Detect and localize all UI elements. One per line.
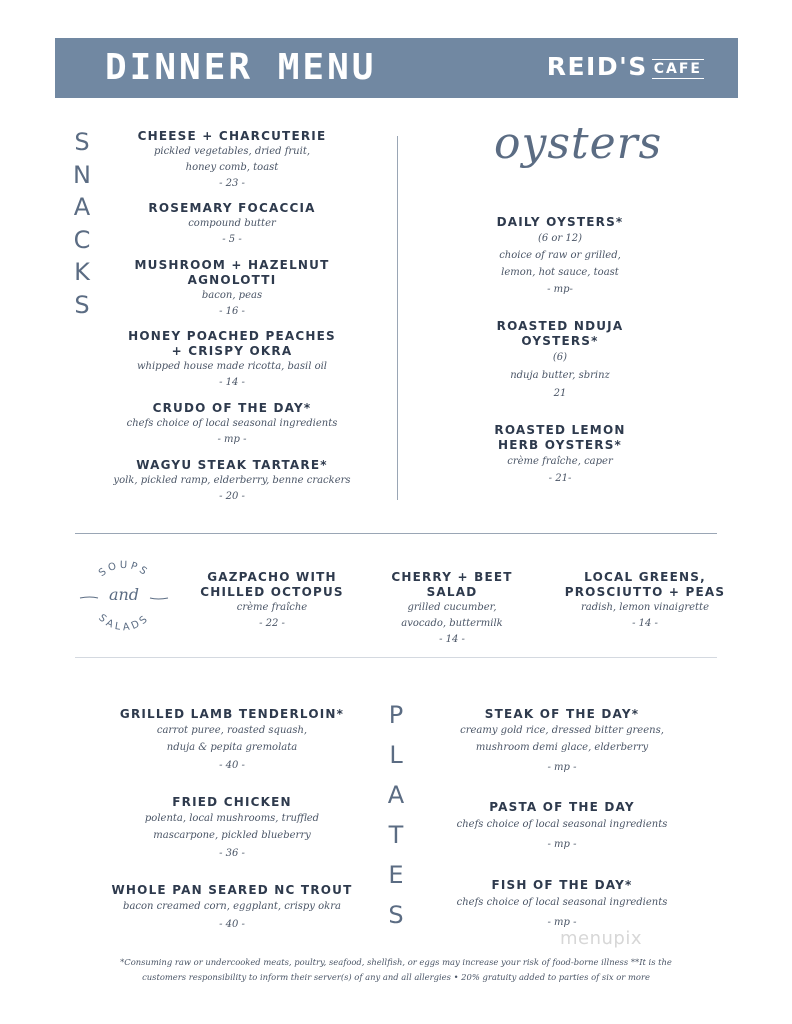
item-name: PASTA OF THE DAY [489,800,635,814]
soups-and-salads-badge [76,556,172,636]
item-desc: avocado, buttermilk [401,618,503,629]
header-banner [55,38,738,98]
item-name: WAGYU STEAK TARTARE* [136,458,328,472]
menu-item [122,329,342,391]
item-desc: polenta, local mushrooms, truffled [144,813,320,824]
item-desc: pickled vegetables, dried fruit, [153,146,311,157]
section-divider [75,533,717,534]
item-desc: crème fraîche, caper [507,456,613,467]
disclaimer-line: customers responsibility to inform their server(s) of any and all allergies • 20% gratuity added to parties of six or more [142,972,650,982]
item-price: - 23 - [219,178,245,189]
menu-item [100,201,364,248]
snacks-letter: C [73,225,91,254]
item-price: - mp - [547,917,577,928]
item-price: - 14 - [219,377,245,388]
brand-logo [547,53,704,81]
item-name: LOCAL GREENS, PROSCIUTTO + PEAS [564,570,726,599]
item-desc: compound butter [188,218,276,229]
item-price: - mp - [547,839,577,850]
item-name: ROASTED NDUJA OYSTERS* [496,319,624,348]
snacks-letter: A [73,193,91,222]
snacks-letter: N [73,160,91,189]
item-desc: choice of raw or grilled, [499,250,621,261]
plates-letter: S [388,901,404,929]
brand-name: REID'S [546,52,648,81]
menu-item [90,401,374,448]
item-name: GAZPACHO WITH CHILLED OCTOPUS [200,570,344,599]
item-name: MUSHROOM + HAZELNUT AGNOLOTTI [134,258,330,287]
and-label: and [108,585,140,604]
item-desc: grilled cucumber, [407,602,497,613]
snacks-section-label [72,126,92,322]
item-desc: bacon, peas [201,290,263,301]
oysters-heading: oysters [494,118,663,169]
allergy-disclaimer [92,955,700,985]
item-price: - 16 - [219,306,245,317]
item-name: CHEESE + CHARCUTERIE [137,129,327,143]
item-desc: bacon creamed corn, eggplant, crispy okra [123,901,341,912]
item-price: - 14 - [439,634,465,645]
item-price: - 20 - [219,491,245,502]
item-desc: chefs choice of local seasonal ingredients [456,819,668,830]
item-desc: (6) [552,352,568,363]
plates-letter: A [387,781,405,809]
item-desc: mushroom demi glace, elderberry [475,742,649,753]
plates-letter: E [388,861,404,889]
snacks-letter: S [74,128,90,156]
item-price: - 14 - [632,618,658,629]
item-name: DAILY OYSTERS* [496,215,624,229]
item-name: FRIED CHICKEN [172,795,292,809]
brand-sub: CAFE [653,61,702,77]
plates-letter: P [388,701,404,729]
item-desc: nduja butter, sbrinz [510,370,610,381]
menu-item [132,258,332,320]
item-name: GRILLED LAMB TENDERLOIN* [119,707,345,721]
menu-item [192,570,352,632]
item-desc: radish, lemon vinaigrette [580,602,709,613]
menu-item [112,707,352,775]
item-price: 21 [553,388,567,399]
item-price: - 21- [548,473,572,484]
item-desc: (6 or 12) [537,233,583,244]
item-price: - 5 - [222,234,242,245]
item-desc: chefs choice of local seasonal ingredients [126,418,338,429]
item-desc: carrot puree, roasted squash, [156,725,308,736]
item-price: - 40 - [219,919,245,930]
badge-flourish [150,598,168,599]
menu-item [440,800,684,855]
salads-label: SALADS [96,612,152,634]
item-name: FISH OF THE DAY* [491,878,633,892]
item-desc: creamy gold rice, dressed bitter greens, [460,725,664,736]
menu-item [560,570,730,632]
item-name: CRUDO OF THE DAY* [152,401,312,415]
menu-item [460,215,660,298]
item-desc: chefs choice of local seasonal ingredients [456,897,668,908]
item-desc: honey comb, toast [185,162,279,173]
badge-flourish [80,597,98,598]
menu-item [100,883,364,934]
item-name: HONEY POACHED PEACHES + CRISPY OKRA [128,329,336,358]
menu-item [100,129,364,192]
item-name: STEAK OF THE DAY* [484,707,640,721]
snacks-letter: K [74,258,90,287]
item-price: - mp- [547,284,573,295]
watermark: menupix [560,928,643,949]
item-desc: yolk, pickled ramp, elderberry, benne crackers [113,475,351,486]
item-price: - 36 - [219,848,245,859]
item-desc: crème fraîche [236,602,308,613]
snacks-letter: S [74,290,90,319]
soups-label: SOUPS [96,559,152,580]
plates-letter: T [388,821,404,849]
item-price: - mp - [547,762,577,773]
item-name: WHOLE PAN SEARED NC TROUT [111,883,353,897]
item-price: - mp - [217,434,247,445]
plates-letter: L [389,741,403,769]
menu-item [90,458,374,505]
menu-item [475,423,645,487]
menu-item [440,878,684,933]
item-name: ROASTED LEMON HERB OYSTERS* [494,423,626,452]
plates-section-label [386,695,406,935]
menu-item [366,570,538,648]
menu-item [112,795,352,863]
item-price: - 22 - [259,618,285,629]
item-desc: lemon, hot sauce, toast [501,267,619,278]
item-desc: mascarpone, pickled blueberry [153,830,311,841]
item-desc: whipped house made ricotta, basil oil [136,361,327,372]
disclaimer-line: *Consuming raw or undercooked meats, poultry, seafood, shellfish, or eggs may increase your risk of food-borne illness **It is the [120,957,672,967]
item-name: ROSEMARY FOCACCIA [148,201,316,215]
item-price: - 40 - [219,760,245,771]
column-divider [397,136,398,500]
item-name: CHERRY + BEET SALAD [391,570,513,599]
menu-title: DINNER MENU [105,47,377,88]
menu-item [440,707,684,780]
section-divider [75,657,717,658]
menu-item [475,319,645,403]
item-desc: nduja & pepita gremolata [166,742,298,753]
